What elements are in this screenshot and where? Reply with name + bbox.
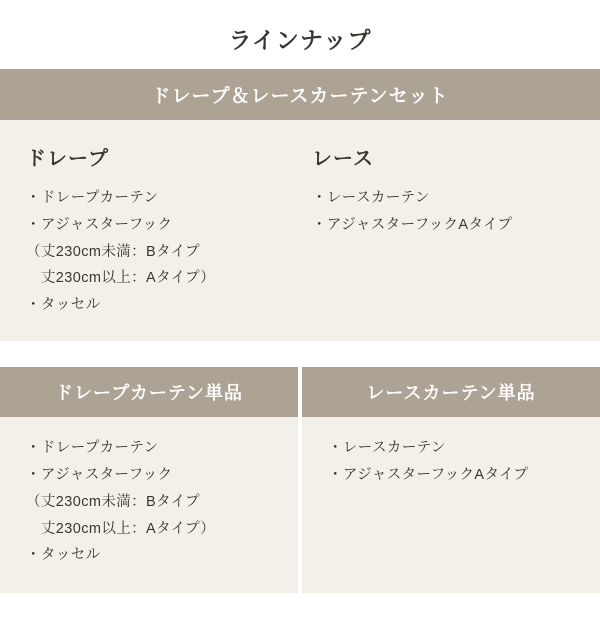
single-blocks [0, 367, 600, 593]
lace-single-body [302, 417, 600, 513]
list-item: ・レースカーテン [312, 190, 430, 206]
set-block-body [0, 120, 600, 341]
lace-single-header: レースカーテン単品 [302, 367, 600, 417]
list-item: ・アジャスターフック [26, 466, 173, 483]
list-item: ・タッセル [26, 297, 101, 314]
lace-single-list [328, 435, 584, 489]
set-block-header: ドレープ＆レースカーテンセット [0, 69, 600, 120]
lace-single-block [302, 367, 600, 593]
set-column-drape [0, 138, 300, 319]
list-item: ・アジャスターフック [26, 216, 173, 233]
list-item: ・アジャスターフックAタイプ [312, 216, 513, 233]
list-item: ・アジャスターフックAタイプ [328, 466, 529, 483]
list-item: 丈230cm以上：Aタイプ） [26, 520, 216, 537]
list-item: 丈230cm以上：Aタイプ） [26, 270, 216, 287]
list-item: （丈230cm未満：Bタイプ [26, 243, 201, 260]
set-column-lace [300, 138, 600, 319]
drape-single-list [26, 435, 282, 569]
set-column-drape-list [26, 185, 284, 319]
drape-single-body [0, 417, 298, 593]
section-divider [0, 341, 600, 367]
drape-lace-set-block [0, 69, 600, 341]
list-item: ・ドレープカーテン [26, 440, 159, 457]
drape-single-block [0, 367, 298, 593]
list-item: （丈230cm未満：Bタイプ [26, 493, 201, 510]
set-column-lace-list [312, 185, 584, 239]
list-item: ・タッセル [26, 547, 101, 564]
list-item: ・ドレープカーテン [26, 190, 159, 206]
page-title: ラインナップ [228, 27, 372, 53]
set-column-drape-title: ドレープ [26, 148, 109, 170]
drape-single-header: ドレープカーテン単品 [0, 367, 298, 417]
list-item: ・レースカーテン [328, 440, 446, 457]
set-column-lace-title: レース [312, 148, 374, 170]
